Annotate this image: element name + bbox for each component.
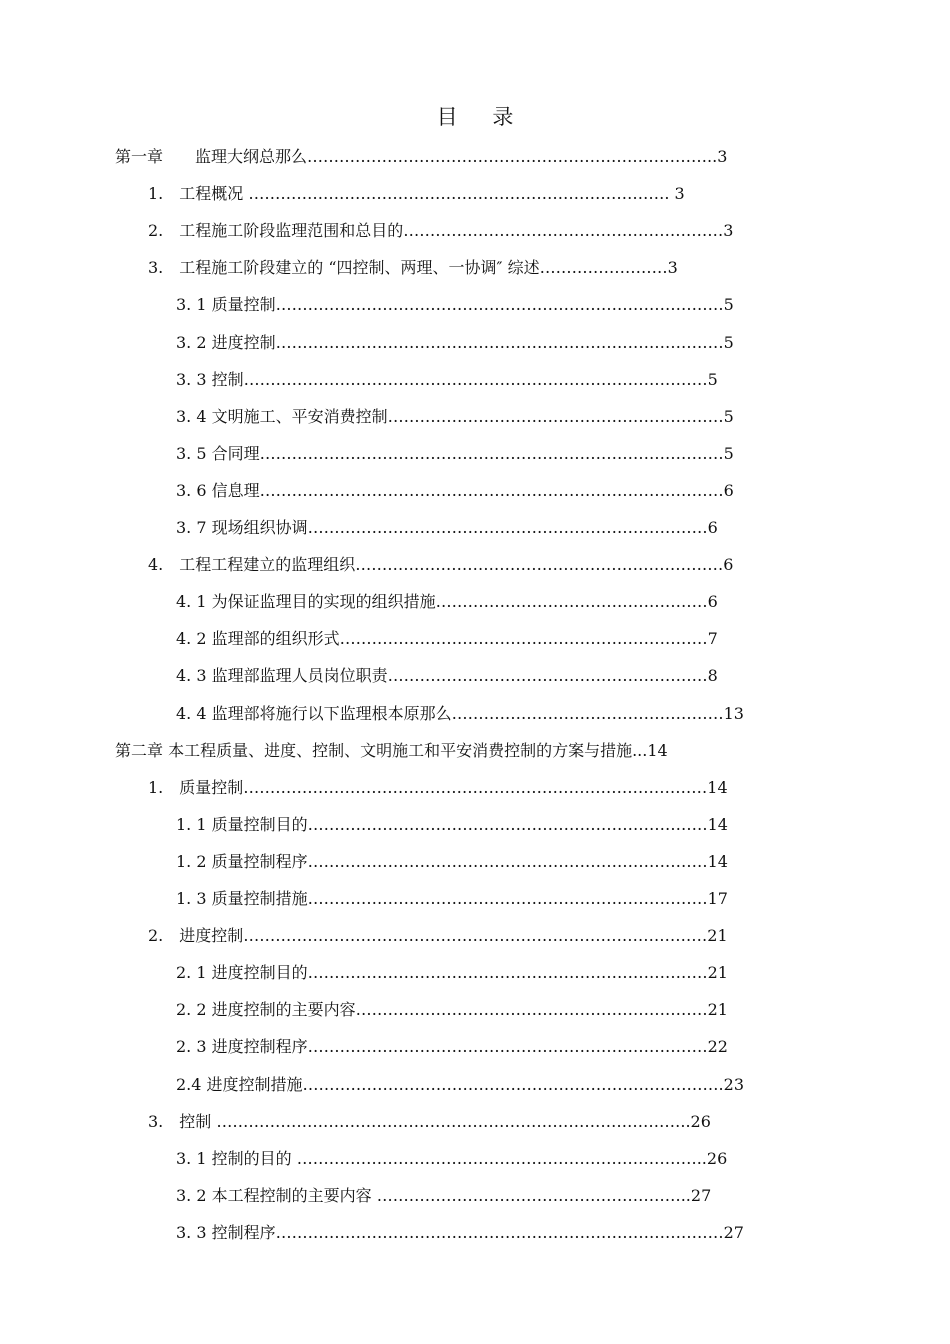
toc-leader-dots: ……………………………………………………………………………	[243, 778, 708, 797]
toc-page-number: ..26	[680, 1112, 711, 1131]
toc-leader-dots: ……………………………………………………………	[339, 629, 708, 648]
toc-entry[interactable]	[148, 218, 797, 244]
toc-entry-text: 4. 4 监理部将施行以下监理根本原那么	[176, 704, 452, 723]
toc-entry-text: 1. 质量控制	[148, 778, 244, 797]
toc-entry[interactable]	[176, 849, 803, 875]
toc-leader-dots: ……………………………………………………………………………	[243, 926, 708, 945]
toc-page-number: 14	[707, 815, 728, 834]
toc-leader-dots: ………………………………………………………	[387, 407, 724, 426]
toc-page-number: 7	[707, 629, 718, 648]
toc-entry-text: 3. 2 进度控制	[176, 333, 276, 352]
toc-entry-text: 3. 3 控制	[176, 370, 244, 389]
toc-entry[interactable]	[176, 292, 793, 318]
toc-entry[interactable]	[176, 1220, 765, 1246]
toc-leader-dots: …………………………………………………………	[355, 1000, 708, 1019]
toc-entry-text: 3. 5 合同理	[176, 444, 260, 463]
toc-page-number: 21	[707, 963, 728, 982]
toc-entry-text: 3. 4 文明施工、平安消费控制	[176, 407, 388, 426]
toc-entry-text: 2. 工程施工阶段监理范围和总目的	[148, 221, 404, 240]
toc-leader-dots: ……………………………………………	[435, 592, 708, 611]
toc-entry[interactable]	[176, 330, 793, 356]
toc-page-number: 5	[723, 407, 734, 426]
toc-leader-dots: ……………………………………………………	[387, 666, 708, 685]
toc-page-number: ..26	[696, 1149, 728, 1168]
toc-entry-text: 2. 1 进度控制目的	[176, 963, 308, 982]
toc-page-number: 22	[707, 1037, 728, 1056]
toc-leader-dots: …………………………………………………………………	[307, 815, 708, 834]
toc-leader-dots: …………………………………………………………………	[307, 1037, 708, 1056]
toc-entry-text: 3. 2 本工程控制的主要内容	[176, 1186, 377, 1205]
toc-entry-text: 2. 3 进度控制程序	[176, 1037, 308, 1056]
toc-entry[interactable]	[176, 663, 793, 689]
toc-page-number: ...14	[632, 741, 668, 760]
toc-entry-text: 第一章 监理大纲总那么	[115, 147, 308, 166]
toc-entry[interactable]	[176, 404, 793, 430]
toc-leader-dots: ……………………………………………………………………………	[216, 1112, 681, 1131]
toc-page-number: ..3	[707, 147, 728, 166]
toc-page-number: 6	[723, 481, 734, 500]
toc-leader-dots: …………………………………………………………………	[307, 889, 708, 908]
toc-entry-text: 3. 工程施工阶段建立的 “四控制、两理、一协调″ 综述	[148, 258, 540, 277]
toc-entry[interactable]	[176, 626, 793, 652]
toc-leader-dots: …………………………………………………………………	[307, 147, 708, 166]
toc-page-number: 21	[707, 926, 728, 945]
toc-entry[interactable]	[148, 923, 807, 949]
toc-leader-dots: ……………………………………………………………	[355, 555, 724, 574]
toc-entry[interactable]	[176, 1146, 760, 1172]
toc-leader-dots: ……………………………………………………………………	[302, 1075, 719, 1094]
toc-entry-text: 3. 6 信息理	[176, 481, 260, 500]
toc-entry[interactable]	[148, 552, 797, 578]
toc-entry[interactable]	[176, 1183, 760, 1209]
toc-entry-text: 第二章 本工程质量、进度、控制、文明施工和平安消费控制的方案与措施	[115, 741, 633, 760]
toc-entry-text: 1. 2 质量控制程序	[176, 852, 308, 871]
toc-entry[interactable]	[115, 738, 765, 764]
toc-page-number: 14	[707, 778, 728, 797]
toc-entry[interactable]	[176, 1072, 803, 1098]
toc-entry[interactable]	[176, 701, 822, 727]
page-title: 目 录	[436, 105, 528, 129]
toc-entry[interactable]	[176, 478, 774, 504]
toc-entry-text: 2. 进度控制	[148, 926, 244, 945]
toc-entry[interactable]	[176, 367, 755, 393]
toc-leader-dots: ……………………………………………………………………………	[259, 481, 724, 500]
toc-entry[interactable]	[176, 997, 803, 1023]
toc-leader-dots: …………………………………………………	[376, 1186, 681, 1205]
toc-entry[interactable]	[176, 589, 793, 615]
toc-entry[interactable]	[148, 255, 783, 281]
toc-page-number: 3	[723, 221, 734, 240]
toc-page-number: 5	[707, 370, 718, 389]
toc-entry[interactable]	[176, 886, 803, 912]
toc-entry-text: 3. 3 控制程序	[176, 1223, 276, 1242]
toc-entry[interactable]	[115, 144, 815, 170]
toc-leader-dots: …………………………………………………………………………	[275, 1223, 724, 1242]
toc-leader-dots: …………………………………………………………………………	[275, 333, 724, 352]
toc-page-number: .23	[718, 1075, 744, 1094]
toc-leader-dots: ……………………………………………………	[403, 221, 724, 240]
toc-entry-text: 3. 1 控制的目的	[176, 1149, 297, 1168]
toc-entry-text: 3. 1 质量控制	[176, 295, 276, 314]
toc-leader-dots: …………………………………………………………………	[296, 1149, 697, 1168]
toc-entry[interactable]	[148, 775, 807, 801]
toc-entry-text: 4. 工程工程建立的监理组织	[148, 555, 356, 574]
toc-page-number: 8	[707, 666, 718, 685]
toc-page-number: 5	[723, 444, 734, 463]
toc-page-number: 6	[707, 518, 718, 537]
toc-page-number: 3	[667, 258, 678, 277]
toc-entry-text: 2.4 进度控制措施	[176, 1075, 303, 1094]
toc-page-number: 6	[707, 592, 718, 611]
toc-leader-dots: ……………………………………………………………………………	[243, 370, 708, 389]
toc-leader-dots: ……………………………………………………………………………	[259, 444, 724, 463]
toc-entry-text: 1. 工程概况	[148, 184, 249, 203]
toc-leader-dots: ……………………	[539, 258, 668, 277]
toc-page-number: 14	[707, 852, 728, 871]
toc-entry-text: 3. 控制	[148, 1112, 217, 1131]
toc-page-number: ..27	[680, 1186, 712, 1205]
toc-entry[interactable]	[148, 181, 793, 207]
toc-entry-text: 4. 1 为保证监理目的实现的组织措施	[176, 592, 436, 611]
toc-entry[interactable]	[176, 960, 803, 986]
toc-leader-dots: …………………………………………………………………	[307, 852, 708, 871]
toc-entry[interactable]	[176, 1034, 803, 1060]
toc-entry[interactable]	[176, 515, 793, 541]
toc-entry-text: 2. 2 进度控制的主要内容	[176, 1000, 356, 1019]
toc-page-number: 13	[723, 704, 744, 723]
toc-entry[interactable]	[176, 812, 803, 838]
toc-page-number: 27	[723, 1223, 744, 1242]
toc-leader-dots: …………………………………………………………………	[307, 963, 708, 982]
toc-entry-text: 1. 3 质量控制措施	[176, 889, 308, 908]
toc-entry-text: 3. 7 现场组织协调	[176, 518, 308, 537]
toc-entry-text: 4. 2 监理部的组织形式	[176, 629, 340, 648]
toc-leader-dots: …………………………………………………………………………	[275, 295, 724, 314]
toc-leader-dots: …………………………………………………………………	[307, 518, 708, 537]
toc-leader-dots: ……………………………………………………………………	[248, 184, 665, 203]
toc-page-number: . 3	[664, 184, 685, 203]
toc-page-number: 6	[723, 555, 734, 574]
toc-page-number: 17	[707, 889, 728, 908]
toc-page-number: 5	[723, 295, 734, 314]
toc-page-number: 5	[723, 333, 734, 352]
toc-leader-dots: ……………………………………………	[451, 704, 724, 723]
toc-page-number: 21	[707, 1000, 728, 1019]
toc-entry-text: 1. 1 质量控制目的	[176, 815, 308, 834]
toc-entry[interactable]	[148, 1109, 765, 1135]
toc-entry-text: 4. 3 监理部监理人员岗位职责	[176, 666, 388, 685]
toc-entry[interactable]	[176, 441, 774, 467]
